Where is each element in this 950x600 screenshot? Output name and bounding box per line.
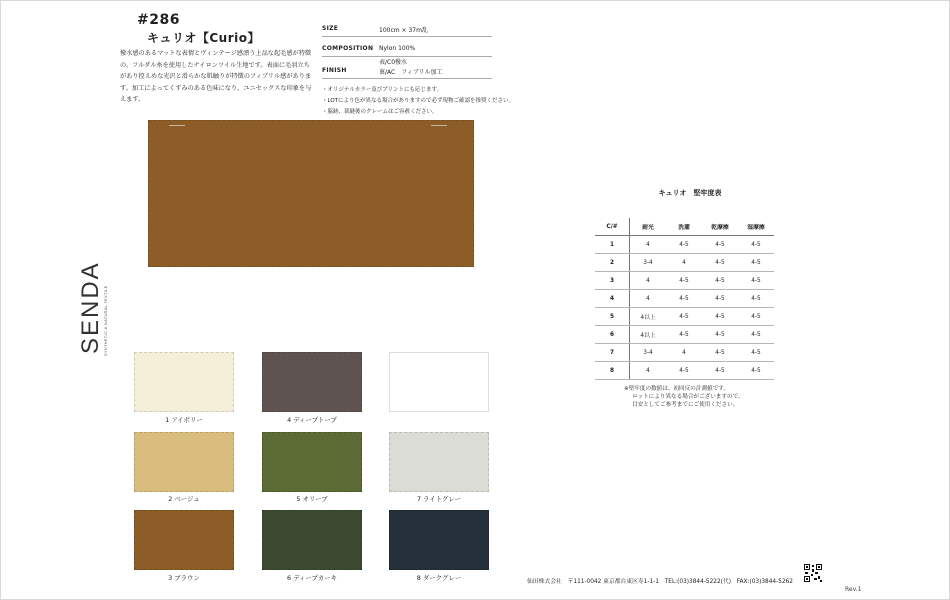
- table-cell: 4-5: [738, 362, 774, 380]
- spec-row-size: [322, 22, 492, 37]
- swatch-blank: [389, 352, 489, 412]
- swatch-label: 6 ディープカーキ: [287, 574, 337, 582]
- spec-value: 表/C0撥水: [379, 59, 408, 66]
- table-cell: 4-5: [702, 290, 738, 308]
- table-cell: 4-5: [666, 236, 702, 254]
- table-cell: 4以上: [630, 326, 667, 344]
- swatch-label: 7 ライトグレー: [416, 495, 462, 503]
- table-cell: 4: [630, 362, 667, 380]
- product-description: 撥水感のあるマットな表情とヴィンテージ感漂う上品な起毛感が特徴の、フルダル糸を使用したナイロンツイル生地です。表面に毛羽立ちがあり控えめな光沢と滑らかな肌触りが特徴のフィブリル感があります。加工によってくすみのある色味になり、ユニセックスな印象を与えます。: [120, 50, 312, 104]
- company-footer: 仙田株式会社 〒111-0042 東京都台東区寿1-1-1 TEL:(03)3844-5222(代) FAX:(03)3844-5262: [527, 579, 793, 585]
- table-cell: 4-5: [702, 236, 738, 254]
- table-cell: 4: [630, 290, 667, 308]
- table-cell: 3-4: [630, 254, 667, 272]
- table-cell: 5: [595, 308, 630, 326]
- swatch-2-beige: [134, 432, 234, 492]
- table-row: [595, 344, 774, 362]
- note-line: ・LOTにより色が異なる場合がありますので必ず現物ご確認を推奨ください。: [322, 98, 515, 104]
- swatch-7-light-grey: [389, 432, 489, 492]
- swatch-6-deep-khaki: [262, 510, 362, 570]
- column-header: 洗濯: [666, 218, 702, 236]
- table-cell: 2: [595, 254, 630, 272]
- table-cell: 4-5: [738, 290, 774, 308]
- table-cell: 4-5: [666, 290, 702, 308]
- table-cell: 4-5: [738, 308, 774, 326]
- table-row: [595, 308, 774, 326]
- product-name: キュリオ【Curio】: [147, 31, 261, 45]
- main-fabric-swatch: [148, 120, 474, 267]
- table-cell: 4-5: [666, 362, 702, 380]
- qr-code-icon: [803, 563, 823, 583]
- table-header-row: [595, 218, 774, 236]
- table-cell: 4-5: [666, 308, 702, 326]
- table-cell: 4: [666, 344, 702, 362]
- pin-mark: [431, 125, 447, 129]
- fastness-footnote: 目安としてご参考までにご使用ください。: [632, 402, 739, 408]
- swatch-1-ivory: [134, 352, 234, 412]
- swatch-label: 2 ベージュ: [168, 495, 200, 503]
- swatch-label: 5 オリーブ: [296, 495, 328, 503]
- swatch-8-dark-grey: [389, 510, 489, 570]
- table-cell: 4以上: [630, 308, 667, 326]
- table-cell: 4: [630, 272, 667, 290]
- fastness-footnote: ※堅牢度の数値は、初回反の計測値です。: [624, 386, 729, 392]
- spec-label: SIZE: [322, 25, 339, 32]
- product-code: #286: [137, 12, 180, 28]
- revision-label: Rev.1: [845, 586, 862, 593]
- table-cell: 4: [595, 290, 630, 308]
- table-cell: 6: [595, 326, 630, 344]
- table-cell: 8: [595, 362, 630, 380]
- column-header: 乾摩擦: [702, 218, 738, 236]
- swatch-label: 4 ディープトープ: [287, 416, 337, 424]
- spec-value: 100cm × 37m乱: [379, 27, 428, 34]
- table-cell: 4-5: [702, 254, 738, 272]
- table-cell: 3: [595, 272, 630, 290]
- table-cell: 4-5: [738, 254, 774, 272]
- spec-row-finish: [322, 64, 492, 79]
- spec-value: 裏/AC フィブリル加工: [379, 69, 443, 76]
- fastness-table-title: キュリオ 堅牢度表: [658, 189, 722, 197]
- fastness-table: [595, 218, 774, 380]
- svg-text:SYNTHETIC & NATURAL TEXTILE: SYNTHETIC & NATURAL TEXTILE: [104, 285, 108, 356]
- swatch-3-brown: [134, 510, 234, 570]
- svg-text:SENDA: SENDA: [77, 261, 104, 354]
- table-cell: 4-5: [702, 326, 738, 344]
- table-cell: 4-5: [666, 272, 702, 290]
- table-cell: 4-5: [738, 272, 774, 290]
- swatch-label: 3 ブラウン: [168, 574, 200, 582]
- brand-logo: [74, 246, 114, 356]
- table-row: [595, 326, 774, 344]
- table-row: [595, 362, 774, 380]
- pin-mark: [169, 125, 185, 129]
- table-cell: 4-5: [738, 344, 774, 362]
- swatch-label: 1 アイボリー: [165, 416, 203, 424]
- fastness-footnote: ロットにより異なる場合がございますので、: [632, 394, 744, 400]
- table-cell: 1: [595, 236, 630, 254]
- table-row: [595, 254, 774, 272]
- table-cell: 4: [666, 254, 702, 272]
- table-row: [595, 236, 774, 254]
- table-cell: 4-5: [702, 272, 738, 290]
- spec-label: COMPOSITION: [322, 45, 374, 52]
- swatch-label: 8 ダークグレー: [416, 574, 462, 582]
- spec-value: Nylon 100%: [379, 45, 416, 52]
- table-cell: 4-5: [738, 326, 774, 344]
- table-cell: 4-5: [702, 362, 738, 380]
- table-cell: 4-5: [666, 326, 702, 344]
- note-line: ・脇跡、裁縫後のクレームはご容赦ください。: [322, 109, 438, 115]
- table-cell: 7: [595, 344, 630, 362]
- table-row: [595, 272, 774, 290]
- spec-label: FINISH: [322, 67, 347, 74]
- table-cell: 3-4: [630, 344, 667, 362]
- note-line: ・オリジナルカラー及びプリントにも応じます。: [322, 87, 443, 93]
- table-cell: 4-5: [702, 344, 738, 362]
- table-cell: 4: [630, 236, 667, 254]
- column-header: 湿摩擦: [738, 218, 774, 236]
- table-cell: 4-5: [702, 308, 738, 326]
- column-header: C/#: [595, 218, 630, 236]
- table-row: [595, 290, 774, 308]
- swatch-5-olive: [262, 432, 362, 492]
- swatch-4-deep-taupe: [262, 352, 362, 412]
- table-cell: 4-5: [738, 236, 774, 254]
- column-header: 耐光: [630, 218, 667, 236]
